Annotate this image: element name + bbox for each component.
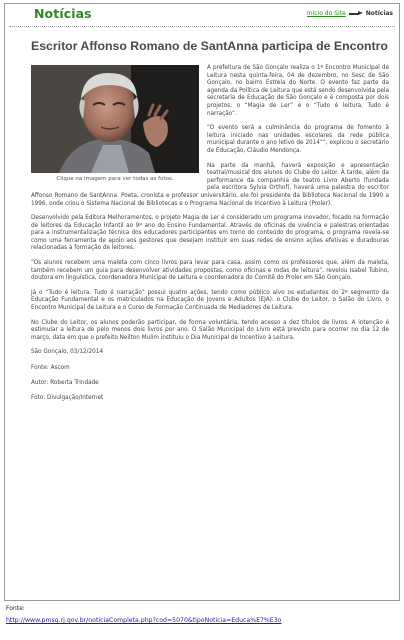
arrow-right-icon	[349, 11, 363, 16]
article-photo[interactable]	[31, 65, 199, 173]
footer-source-label: Fonte:	[6, 605, 25, 612]
article-paragraph: Desenvolvido pela Editora Melhoramentos, o projeto Magia de Ler é considerado um programa inovador, focado na formação de leitores da Educação Infantil ao 9º ano do Ensino Fundamental. Através de oficinas de vivência e palestras orientadas para a instrumentalização técnica dos educadores participantes em torno do conteúdo do programa, o programa revela-se como uma ferramenta de apoio aos gestores que desejam instituir em suas redes de ensino ações efetivas e duradouras relacionadas à formação de leitores.	[31, 215, 389, 252]
article-paragraph: A prefeitura de São Gonçalo realiza o 1º Encontro Municipal de Leitura nesta quinta-feira, 04 de dezembro, no Sesc de São Gonçalo, no bairro Estrela do Norte. O evento faz parte da agenda da Política de Leitura que está sendo desenvolvida pela secretaria de Educação de São Gonçalo e é composta por dois projetos: o “Magia de Ler” e o “Tudo é leitura. Tudo é narração”.	[207, 65, 389, 117]
article-paragraph: Na parte da manhã, haverá exposição e apresentação teatral/musical dos alunos do Clube do Leitor. À tarde, além da performance da companhia de teatro Livro Aberto (fundada pela escritora Sylvia Orthof), haverá uma palestra do escritor Affonso Romano de SantAnna. Poeta, cronista e professor universitário, ele foi presidente da Biblioteca Nacional de 1990 a 1996, onde criou o Sistema Nacional de Bibliotecas e o Programa Nacional de Incentivo à Leitura (Proler).	[31, 162, 389, 207]
image-caption: Clique na imagem para ver todas as fotos.	[56, 176, 174, 182]
article-meta	[31, 349, 389, 402]
article-body	[31, 65, 389, 403]
article-source: Fonte: Ascom	[31, 364, 70, 371]
article-paragraph: Já o “Tudo é leitura. Tudo é narração” possui quatro ações, tendo como público alvo os estudantes do 2º segmento da Educação Fundamental e os matriculados na Educação de Jovens e Adultos (EJA): o Clube do Leitor, o Salão do Livro, o Encontro Municipal de Leitura e o Curso de Formação Continuada de Mediadores de Leitura.	[31, 289, 389, 312]
section-title: Notícias	[34, 6, 92, 21]
article-paragraph: “O evento será a culminância do programa de fomento à leitura iniciado nas unidades escolares da rede pública municipal durante o ano letivo de 2014””, explicou o secretário de Educação, Cláudio Mendonça.	[207, 125, 389, 154]
article-paragraph: No Clube do Leitor, os alunos poderão participar, de forma voluntária, tendo acesso a dez títulos de livros. A intenção é estimular a leitura de pelo menos dois livros por ano. O Salão Municipal do Livro está previsto para ocorrer no dia 12 de março, data em que o prefeito Neilton Mulim instituiu o Dia Municipal de Incentivo à Leitura.	[31, 319, 389, 341]
author-portrait-image	[31, 65, 199, 173]
article-figure	[31, 65, 199, 184]
section-header	[9, 4, 395, 27]
article-date: São Gonçalo, 03/12/2014	[31, 349, 103, 356]
footer-source-link[interactable]: http://www.pmsg.rj.gov.br/noticiaCompleta.php?cod=5070&tipoNoticia=Educa%E7%E3o	[6, 617, 282, 624]
article-paragraph: “Os alunos recebem uma maleta com cinco livros para levar para casa, assim como os professores que, além da maleta, também recebem um guia para desenvolver atividades propostas, como oficinas e rodas de leitura”, revelou Isabel Tubino, doutora em linguística, coordenadora Municipal de Leitura e coordenadora do Comitê do Proler em São Gonçalo.	[31, 260, 389, 282]
photo-credit: Foto: Divulgação/Internet	[31, 394, 104, 401]
article-headline: Escritor Affonso Romano de SantAnna participa de Encontro	[31, 39, 388, 53]
breadcrumb	[307, 10, 393, 17]
article-author: Autor: Roberta Trindade	[31, 379, 99, 386]
breadcrumb-current: Notícias	[365, 10, 393, 17]
news-panel	[4, 3, 400, 601]
breadcrumb-home-link[interactable]: Início do Site	[306, 10, 346, 17]
